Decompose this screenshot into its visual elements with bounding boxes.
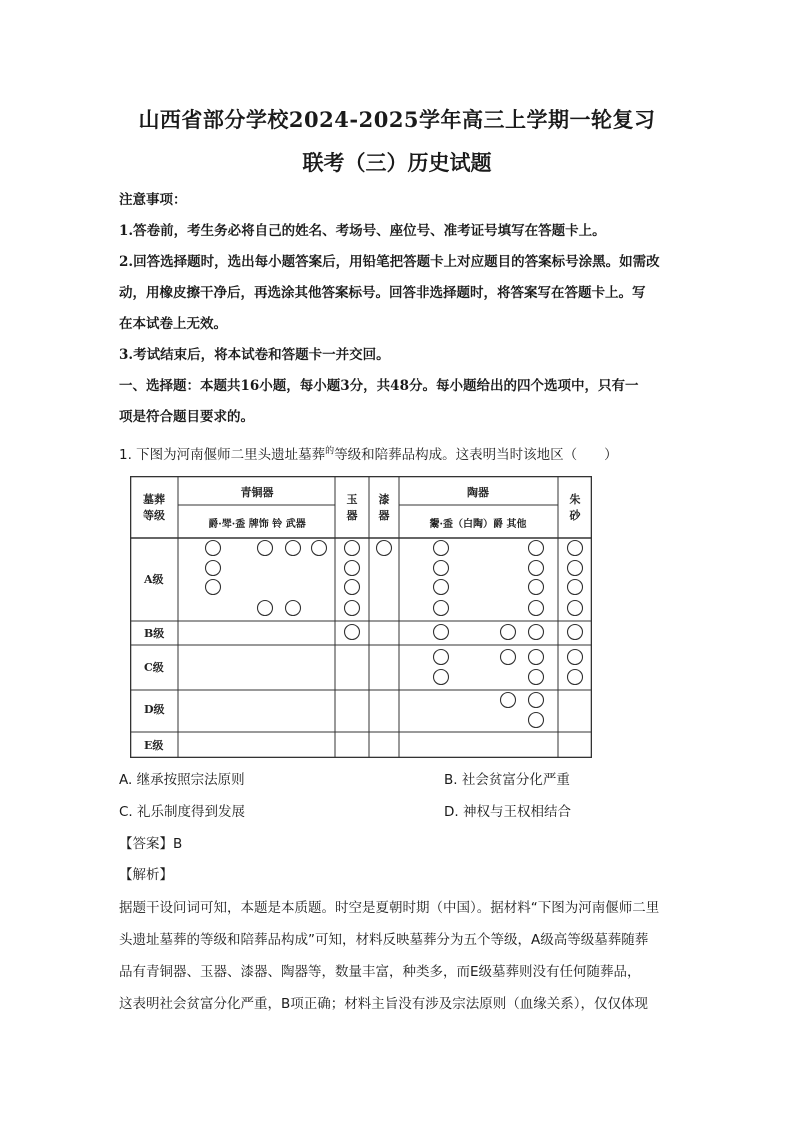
analysis-line: 品有青铜器、玉器、漆器、陶器等，数量丰富，种类多，而E级墓葬则没有任何随葬品，	[119, 964, 641, 980]
header-cinnabar: 砂	[569, 509, 581, 522]
burial-item-mark	[529, 580, 544, 595]
header-jade: 器	[346, 509, 358, 522]
row-label: D级	[144, 703, 165, 716]
burial-item-mark	[434, 601, 449, 616]
row-label: B级	[144, 627, 165, 640]
header-bronze: 青铜器	[240, 486, 274, 499]
burial-item-mark	[568, 625, 583, 640]
burial-item-mark	[345, 601, 360, 616]
answer-label: 【答案】	[119, 836, 173, 852]
analysis-line: 头遗址墓葬的等级和陪葬品构成”可知，材料反映墓葬分为五个等级，A级高等级墓葬随葬	[119, 932, 649, 948]
notice-header: 注意事项：	[119, 192, 187, 208]
analysis-line: 据题干设问词可知，本题是本质题。时空是夏朝时期（中国）。据材料“下图为河南偃师二里	[119, 900, 660, 916]
burial-item-mark	[568, 580, 583, 595]
burial-item-mark	[529, 561, 544, 576]
question-stem-text-cont: 等级和陪葬品构成。这表明当时该地区（ ）	[334, 447, 618, 463]
burial-item-mark	[529, 693, 544, 708]
burial-item-mark	[258, 601, 273, 616]
burial-item-mark	[345, 580, 360, 595]
burial-item-mark	[434, 541, 449, 556]
burial-item-mark	[529, 625, 544, 640]
section-instruction-line1: 一、选择题：本题共16小题，每小题3分，共48分。每小题给出的四个选项中，只有一	[119, 378, 639, 394]
burial-item-mark	[434, 625, 449, 640]
header-jade: 玉	[346, 493, 358, 506]
burial-item-mark	[568, 601, 583, 616]
burial-item-mark	[286, 601, 301, 616]
burial-item-mark	[434, 561, 449, 576]
notice-line: 1.答卷前，考生务必将自己的姓名、考场号、座位号、准考证号填写在答题卡上。	[119, 223, 606, 239]
header-pottery: 陶器	[467, 486, 489, 499]
burial-item-mark	[568, 561, 583, 576]
burial-item-mark	[529, 713, 544, 728]
burial-item-mark	[529, 650, 544, 665]
burial-item-mark	[345, 561, 360, 576]
header-level: 墓葬	[143, 493, 165, 506]
answer-line	[119, 832, 182, 852]
question-stem-superscript: 的	[325, 446, 335, 457]
notice-line: 2.回答选择题时，选出每小题答案后，用铅笔把答题卡上对应题目的答案标号涂黑。如需改	[119, 254, 660, 270]
header-level: 等级	[143, 509, 165, 522]
exam-title-line2: 联考（三）历史试题	[302, 150, 492, 175]
burial-item-mark	[501, 693, 516, 708]
burial-item-mark	[529, 670, 544, 685]
row-label: E级	[144, 739, 164, 752]
burial-item-mark	[206, 541, 221, 556]
burial-item-mark	[434, 670, 449, 685]
burial-item-mark	[568, 670, 583, 685]
burial-item-mark	[206, 561, 221, 576]
header-pottery-sub: 鬶·盉（白陶）爵 其他	[429, 519, 527, 530]
header-bronze-sub: 爵·斝·盉 牌饰 铃 武器	[208, 519, 306, 530]
burial-item-mark	[568, 650, 583, 665]
burial-item-mark	[501, 650, 516, 665]
burial-item-mark	[286, 541, 301, 556]
option-a[interactable]: A. 继承按照宗法原则	[119, 772, 245, 788]
notice-line: 动，用橡皮擦干净后，再选涂其他答案标号。回答非选择题时，将答案写在答题卡上。写	[119, 285, 646, 301]
burial-item-mark	[568, 541, 583, 556]
burial-table	[130, 476, 592, 762]
header-lacquer: 漆	[378, 493, 390, 506]
row-label: C级	[144, 661, 164, 674]
exam-title-line1: 山西省部分学校2024-2025学年高三上学期一轮复习	[138, 107, 656, 132]
header-lacquer: 器	[378, 509, 390, 522]
option-d[interactable]: D. 神权与王权相结合	[444, 804, 571, 820]
question-stem	[119, 443, 618, 463]
analysis-label: 【解析】	[119, 867, 173, 883]
row-label: A级	[144, 573, 164, 586]
notice-line: 在本试卷上无效。	[119, 316, 227, 332]
answer-value: B	[173, 836, 183, 852]
burial-item-mark	[258, 541, 273, 556]
option-c[interactable]: C. 礼乐制度得到发展	[119, 804, 246, 820]
burial-item-mark	[529, 541, 544, 556]
analysis-line: 这表明社会贫富分化严重，B项正确；材料主旨没有涉及宗法原则（血缘关系），仅仅体现	[119, 996, 649, 1012]
header-cinnabar: 朱	[569, 493, 581, 506]
burial-item-mark	[434, 650, 449, 665]
burial-item-mark	[206, 580, 221, 595]
burial-table-svg	[130, 476, 592, 758]
burial-item-mark	[377, 541, 392, 556]
section-instruction-line2: 项是符合题目要求的。	[119, 409, 254, 425]
burial-item-mark	[345, 541, 360, 556]
question-stem-text: 1. 下图为河南偃师二里头遗址墓葬	[119, 447, 326, 463]
burial-item-mark	[501, 625, 516, 640]
burial-item-mark	[529, 601, 544, 616]
burial-item-mark	[312, 541, 327, 556]
burial-item-mark	[434, 580, 449, 595]
notice-line: 3.考试结束后，将本试卷和答题卡一并交回。	[119, 347, 390, 363]
burial-item-mark	[345, 625, 360, 640]
option-b[interactable]: B. 社会贫富分化严重	[444, 772, 570, 788]
